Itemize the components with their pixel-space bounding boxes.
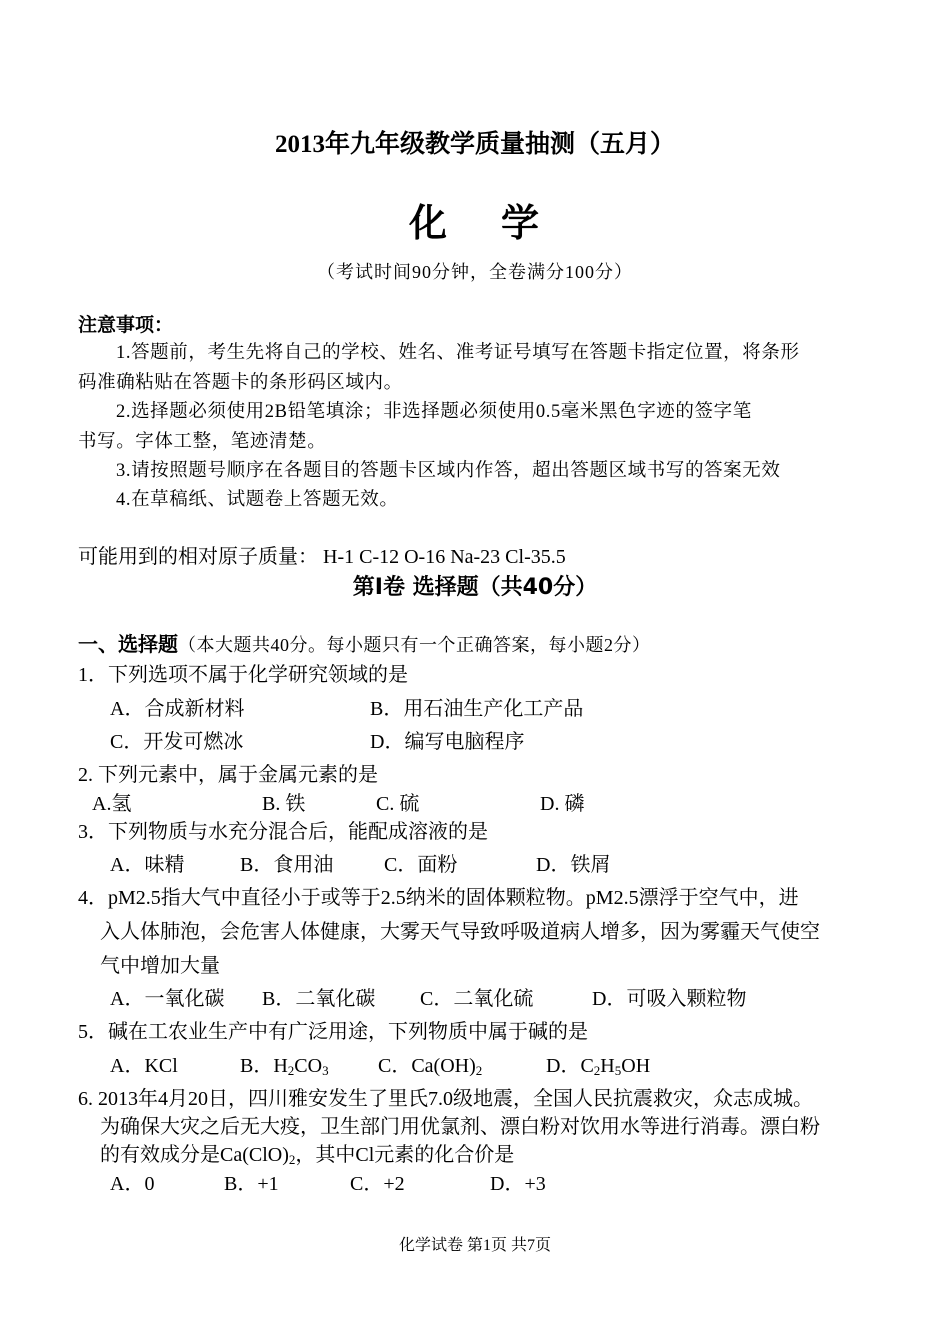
section-title: 第Ⅰ卷 选择题（共40分） bbox=[352, 575, 598, 600]
question-5-stem: 5．碱在工农业生产中有广泛用途，下列物质中属于碱的是 bbox=[78, 1021, 588, 1043]
q5-option-b: B．$H_2CO_3$ bbox=[240, 1055, 329, 1078]
q2-option-d: D. 磷 bbox=[540, 793, 585, 815]
q6-option-d: D．+3 bbox=[490, 1173, 546, 1195]
q4-option-b: B．二氧化碳 bbox=[262, 988, 376, 1010]
notice-line-4: 书写。字体工整，笔迹清楚。 bbox=[78, 432, 327, 452]
question-3-stem: 3．下列物质与水充分混合后，能配成溶液的是 bbox=[78, 821, 488, 843]
q2-option-a: A.氢 bbox=[92, 793, 132, 815]
q5-option-d: D．$C_2H_5OH$ bbox=[546, 1055, 651, 1078]
part-one-instruction: （本大题共40分。每小题只有一个正确答案，每小题2分） bbox=[178, 635, 651, 655]
q4-option-d: D．可吸入颗粒物 bbox=[592, 988, 747, 1010]
exam-info: （考试时间90分钟，全卷满分100分） bbox=[317, 262, 633, 282]
q1-option-a: A．合成新材料 bbox=[110, 698, 245, 720]
question-4-line-3: 气中增加大量 bbox=[100, 955, 220, 977]
q3-option-b: B．食用油 bbox=[240, 854, 334, 876]
q1-option-d: D．编写电脑程序 bbox=[370, 731, 525, 753]
q4-option-c: C．二氧化硫 bbox=[420, 988, 534, 1010]
part-one-label: 一、选择题 bbox=[78, 632, 178, 656]
question-4-line-2: 入人体肺泡，会危害人体健康，大雾天气导致呼吸道病人增多，因为雾霾天气使空 bbox=[100, 921, 820, 943]
notice-line-3: 2.选择题必须使用2B铅笔填涂；非选择题必须使用0.5毫米黑色字迹的签字笔 bbox=[116, 402, 752, 422]
notice-line-2: 码准确粘贴在答题卡的条形码区域内。 bbox=[78, 373, 403, 393]
q5-option-a: A．KCl bbox=[110, 1055, 178, 1077]
question-2-stem: 2. 下列元素中，属于金属元素的是 bbox=[78, 764, 378, 786]
q6-option-a: A．0 bbox=[110, 1173, 155, 1195]
page-footer: 化学试卷 第1页 共7页 bbox=[398, 1237, 551, 1254]
notice-title: 注意事项： bbox=[78, 314, 174, 336]
q6-option-c: C．+2 bbox=[350, 1173, 405, 1195]
q1-option-c: C．开发可燃冰 bbox=[110, 731, 244, 753]
question-1-stem: 1．下列选项不属于化学研究领域的是 bbox=[78, 664, 408, 686]
exam-title: 2013年九年级教学质量抽测（五月） bbox=[274, 131, 675, 158]
q2-option-c: C. 硫 bbox=[376, 793, 420, 815]
q3-option-d: D．铁屑 bbox=[536, 854, 611, 876]
q3-option-a: A．味精 bbox=[110, 854, 185, 876]
notice-line-1: 1.答题前，考生先将自己的学校、姓名、准考证号填写在答题卡指定位置，将条形 bbox=[116, 343, 800, 363]
q2-option-b: B. 铁 bbox=[262, 793, 306, 815]
notice-line-6: 4.在草稿纸、试题卷上答题无效。 bbox=[116, 490, 399, 510]
question-6-line-1: 6. 2013年4月20日，四川雅安发生了里氏7.0级地震，全国人民抗震救灾，众志成城。 bbox=[78, 1088, 813, 1110]
question-6-line-2: 为确保大灾之后无大疫，卫生部门用优氯剂、漂白粉对饮用水等进行消毒。漂白粉 bbox=[100, 1116, 820, 1138]
part-one-heading bbox=[78, 628, 651, 657]
q1-option-b: B．用石油生产化工产品 bbox=[370, 698, 584, 720]
q3-option-c: C．面粉 bbox=[384, 854, 458, 876]
subject-char-2: 学 bbox=[501, 203, 542, 245]
q4-option-a: A．一氧化碳 bbox=[110, 988, 225, 1010]
question-4-line-1: 4．pM2.5指大气中直径小于或等于2.5纳米的固体颗粒物。pM2.5漂浮于空气中，进 bbox=[78, 887, 799, 909]
notice-line-5: 3.请按照题号顺序在各题目的答题卡区域内作答，超出答题区域书写的答案无效 bbox=[116, 461, 781, 481]
subject-char-1: 化 bbox=[408, 203, 449, 245]
subject-title bbox=[0, 192, 950, 247]
q6-option-b: B．+1 bbox=[224, 1173, 279, 1195]
question-6-line-3: 的有效成分是$Ca(ClO)_2$，其中Cl元素的化合价是 bbox=[100, 1144, 515, 1167]
q5-option-c: C．$Ca(OH)_2$ bbox=[378, 1055, 483, 1078]
atomic-masses: 可能用到的相对原子质量： H-1 C-12 O-16 Na-23 Cl-35.5 bbox=[78, 546, 566, 568]
